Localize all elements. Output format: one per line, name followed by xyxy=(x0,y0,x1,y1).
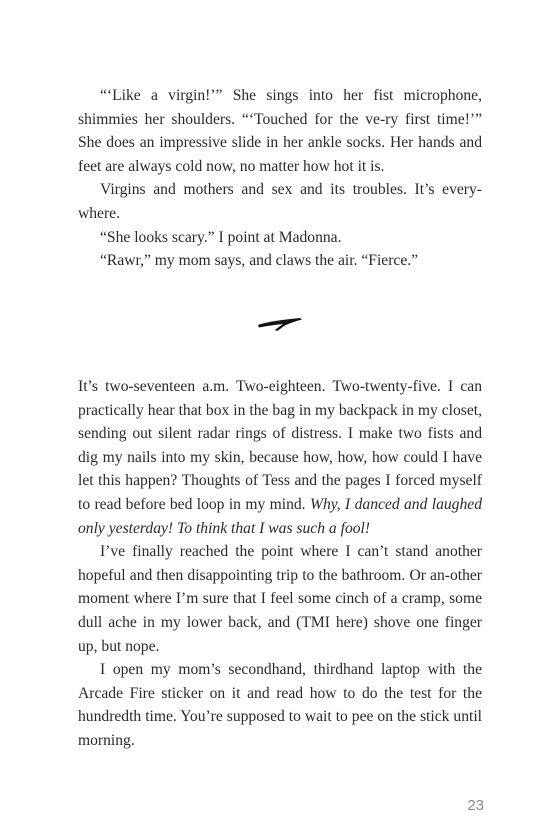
paragraph xyxy=(78,375,482,540)
page-number: 23 xyxy=(467,797,484,814)
paragraph: “‘Like a virgin!’” She sings into her fist microphone, shimmies her shoulders. “‘Touched for the ve-ry first time!’” She does an impressive slide in her ankle socks. Her hands and feet are always cold now, no matter how hot it is. xyxy=(78,87,482,175)
paragraph-text: It’s two-seventeen a.m. Two-eighteen. Two-twenty-five. I can practically hear that box in the bag in my backpack in my closet, sending out silent radar rings of distress. I make two fists and dig my nails into my skin, because how, how, how could I have let this happen? Thoughts of Tess and the pages I forced myself to read before bed loop in my mind. xyxy=(78,378,482,513)
paragraph: “Rawr,” my mom says, and claws the air. “Fierce.” xyxy=(100,252,419,270)
paragraph: Virgins and mothers and sex and its troubles. It’s every-where. xyxy=(78,181,482,222)
opening-section xyxy=(78,84,482,273)
paragraph: I’ve finally reached the point where I can’t stand another hopeful and then disappointing trip to the bathroom. Or an-other moment where I’m sure that I feel some cinch of a cramp, some dull ache in my lower back, and (TMI here) shove one finger up, but nope. xyxy=(78,543,482,655)
paragraph: “She looks scary.” I point at Madonna. xyxy=(100,228,342,246)
quoted-thought: Why, I danced and laughed only yesterday! To think that I was such a fool! xyxy=(78,495,482,537)
scene-section xyxy=(78,375,482,753)
paragraph: I open my mom’s secondhand, thirdhand laptop with the Arcade Fire sticker on it and read how to do the test for the hundredth time. You’re supposed to wait to pee on the stick until morning. xyxy=(78,661,482,749)
brush-stroke-ornament-icon xyxy=(256,313,306,333)
